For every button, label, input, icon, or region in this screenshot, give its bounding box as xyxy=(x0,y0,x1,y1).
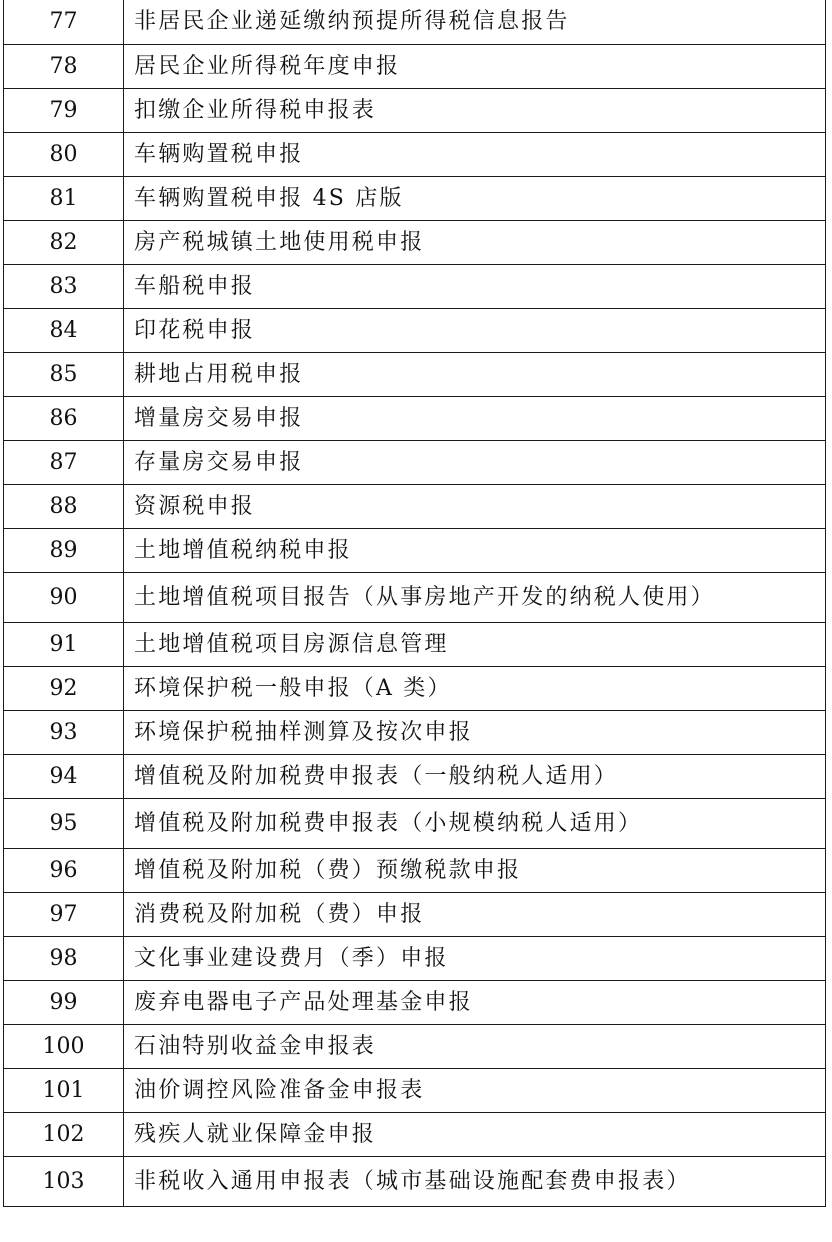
table-row xyxy=(4,265,826,309)
table-row xyxy=(4,849,826,893)
row-number: 83 xyxy=(4,265,124,309)
row-name: 土地增值税项目房源信息管理 xyxy=(124,623,826,667)
row-number: 81 xyxy=(4,177,124,221)
table-row xyxy=(4,133,826,177)
table-row xyxy=(4,177,826,221)
table-row xyxy=(4,529,826,573)
row-number: 102 xyxy=(4,1113,124,1157)
row-number: 85 xyxy=(4,353,124,397)
row-name: 车辆购置税申报 xyxy=(124,133,826,177)
row-number: 84 xyxy=(4,309,124,353)
row-name: 残疾人就业保障金申报 xyxy=(124,1113,826,1157)
row-name: 文化事业建设费月（季）申报 xyxy=(124,937,826,981)
row-number: 101 xyxy=(4,1069,124,1113)
row-name: 环境保护税抽样测算及按次申报 xyxy=(124,711,826,755)
row-name: 环境保护税一般申报（A 类） xyxy=(124,667,826,711)
row-name: 非税收入通用申报表（城市基础设施配套费申报表） xyxy=(124,1157,826,1207)
table-row xyxy=(4,45,826,89)
row-number: 103 xyxy=(4,1157,124,1207)
table-row xyxy=(4,397,826,441)
table-row xyxy=(4,573,826,623)
row-number: 79 xyxy=(4,89,124,133)
table-row xyxy=(4,799,826,849)
row-number: 95 xyxy=(4,799,124,849)
table-row xyxy=(4,1069,826,1113)
row-number: 96 xyxy=(4,849,124,893)
row-number: 90 xyxy=(4,573,124,623)
row-name: 土地增值税纳税申报 xyxy=(124,529,826,573)
row-name: 车船税申报 xyxy=(124,265,826,309)
table-body xyxy=(4,0,826,1207)
table-row xyxy=(4,755,826,799)
row-number: 91 xyxy=(4,623,124,667)
row-number: 92 xyxy=(4,667,124,711)
row-name: 非居民企业递延缴纳预提所得税信息报告 xyxy=(124,0,826,45)
row-number: 89 xyxy=(4,529,124,573)
row-name: 消费税及附加税（费）申报 xyxy=(124,893,826,937)
row-number: 80 xyxy=(4,133,124,177)
row-number: 77 xyxy=(4,0,124,45)
row-name: 土地增值税项目报告（从事房地产开发的纳税人使用） xyxy=(124,573,826,623)
row-name: 车辆购置税申报 4S 店版 xyxy=(124,177,826,221)
row-name: 增值税及附加税费申报表（小规模纳税人适用） xyxy=(124,799,826,849)
row-name: 油价调控风险准备金申报表 xyxy=(124,1069,826,1113)
table-row xyxy=(4,485,826,529)
row-name: 印花税申报 xyxy=(124,309,826,353)
row-number: 99 xyxy=(4,981,124,1025)
table-row xyxy=(4,623,826,667)
table-row xyxy=(4,0,826,45)
row-name: 增值税及附加税费申报表（一般纳税人适用） xyxy=(124,755,826,799)
row-name: 资源税申报 xyxy=(124,485,826,529)
row-name: 扣缴企业所得税申报表 xyxy=(124,89,826,133)
table-row xyxy=(4,981,826,1025)
table-row xyxy=(4,1025,826,1069)
row-number: 94 xyxy=(4,755,124,799)
table-row xyxy=(4,89,826,133)
table-row xyxy=(4,667,826,711)
row-number: 87 xyxy=(4,441,124,485)
table-row xyxy=(4,1113,826,1157)
table-row xyxy=(4,711,826,755)
table-row xyxy=(4,441,826,485)
row-number: 98 xyxy=(4,937,124,981)
table-row xyxy=(4,1157,826,1207)
row-name: 房产税城镇土地使用税申报 xyxy=(124,221,826,265)
row-number: 93 xyxy=(4,711,124,755)
tax-declaration-table xyxy=(3,0,826,1207)
row-number: 86 xyxy=(4,397,124,441)
row-number: 82 xyxy=(4,221,124,265)
row-number: 97 xyxy=(4,893,124,937)
row-name: 耕地占用税申报 xyxy=(124,353,826,397)
row-number: 88 xyxy=(4,485,124,529)
row-name: 废弃电器电子产品处理基金申报 xyxy=(124,981,826,1025)
row-number: 78 xyxy=(4,45,124,89)
row-number: 100 xyxy=(4,1025,124,1069)
table-row xyxy=(4,893,826,937)
table-row xyxy=(4,221,826,265)
row-name: 增值税及附加税（费）预缴税款申报 xyxy=(124,849,826,893)
table-row xyxy=(4,353,826,397)
row-name: 存量房交易申报 xyxy=(124,441,826,485)
row-name: 居民企业所得税年度申报 xyxy=(124,45,826,89)
table-row xyxy=(4,309,826,353)
row-name: 石油特别收益金申报表 xyxy=(124,1025,826,1069)
row-name: 增量房交易申报 xyxy=(124,397,826,441)
table-row xyxy=(4,937,826,981)
